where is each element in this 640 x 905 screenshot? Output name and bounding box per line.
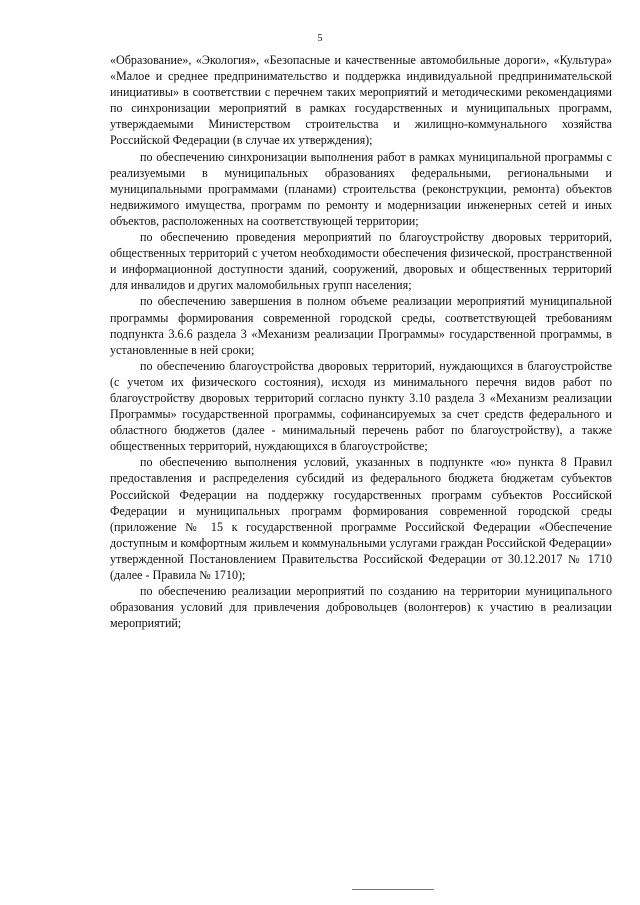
page-number: 5 — [317, 33, 323, 44]
paragraph-continuation: «Образование», «Экология», «Безопасные и качественные автомобильные дороги», «Культура» «Малое и среднее предпринимательство и поддержка индивидуальной предпринимательской инициативы» в соответствии с перечнем таких мероприятий и методическими рекомендациями по синхронизации мероприятий в рамках государственных и муниципальных программ, утверждаемыми Министерством строительства и жилищно-коммунального хозяйства Российской Федерации (в случае их утверждения); — [110, 53, 612, 148]
footer-rule — [352, 889, 434, 890]
document-text — [110, 52, 612, 631]
paragraph-accessibility: по обеспечению проведения мероприятий по благоустройству дворовых территорий, общественных территорий с учетом необходимости обеспечения физической, пространственной и информационной доступности зданий, сооружений, дворовых и общественных территорий для инвалидов и других маломобильных групп населения; — [110, 230, 612, 293]
paragraph-yard-improvement: по обеспечению благоустройства дворовых территорий, нуждающихся в благоустройстве (с учетом их физического состояния), исходя из минимального перечня видов работ по благоустройству дворовых территорий согласно пункту 3.10 раздела 3 «Механизм реализации Программы» государственной программы, софинансируемых за счет средств федерального и областного бюджетов (далее - минимальный перечень работ по благоустройству), а также общественных территорий, нуждающихся в благоустройстве; — [110, 358, 612, 454]
paragraph-completion: по обеспечению завершения в полном объеме реализации мероприятий муниципальной программы формирования современной городской среды, соответствующей требованиям подпункта 3.6.6 раздела 3 «Механизм реализации Программы» государственной программы, в установленные в ней сроки; — [110, 294, 612, 357]
paragraph-synchronization: по обеспечению синхронизации выполнения работ в рамках муниципальной программы с реализуемыми в муниципальных образованиях федеральными, региональными и муниципальными программами (планами) строительства (реконструкции, ремонта) объектов недвижимого имущества, программ по ремонту и модернизации инженерных сетей и иных объектов, расположенных на соответствующей территории; — [110, 149, 612, 228]
paragraph-conditions: по обеспечению выполнения условий, указанных в подпункте «ю» пункта 8 Правил предоставления и распределения субсидий из федерального бюджета бюджетам субъектов Российской Федерации на поддержку государственных программ субъектов Российской Федерации и муниципальных программ формирования современной городской среды (приложение № 15 к государственной программе Российской Федерации «Обеспечение доступным и комфортным жильем и коммунальными услугами граждан Российской Федерации» утвержденной Постановлением Правительства Российской Федерации от 30.12.2017 № 1710 (далее - Правила № 1710); — [110, 455, 612, 582]
paragraph-volunteers: по обеспечению реализации мероприятий по созданию на территории муниципального образования условий для привлечения добровольцев (волонтеров) к участию в реализации мероприятий; — [110, 584, 612, 631]
